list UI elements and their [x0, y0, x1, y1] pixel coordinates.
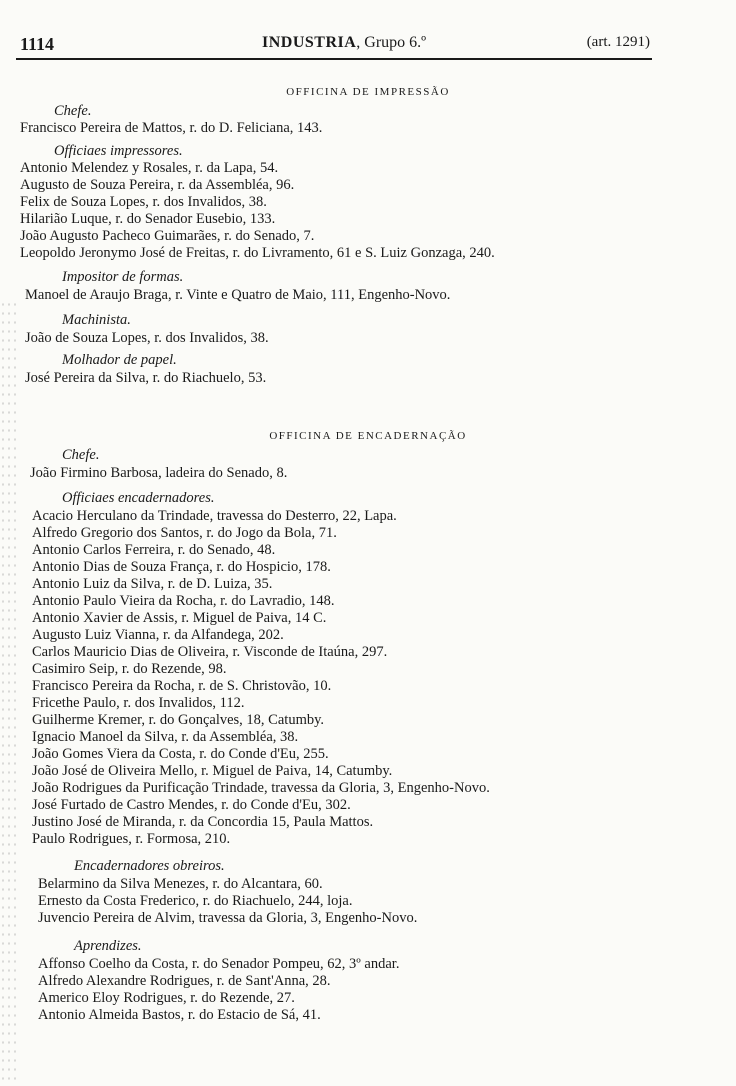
list-item: Antonio Paulo Vieira da Rocha, r. do Lavradio, 148.	[32, 593, 335, 609]
group-heading: Encadernadores obreiros.	[74, 858, 225, 874]
list-item: Francisco Pereira de Mattos, r. do D. Feliciana, 143.	[20, 120, 323, 136]
list-item: Antonio Carlos Ferreira, r. do Senado, 48.	[32, 542, 276, 558]
list-item: João de Souza Lopes, r. dos Invalidos, 38.	[25, 330, 269, 346]
group-heading: Machinista.	[62, 312, 131, 328]
list-item: Ernesto da Costa Frederico, r. do Riachuelo, 244, loja.	[38, 893, 353, 909]
list-item: Antonio Xavier de Assis, r. Miguel de Paiva, 14 C.	[32, 610, 327, 626]
list-item: Antonio Dias de Souza França, r. do Hospicio, 178.	[32, 559, 331, 575]
list-item: José Furtado de Castro Mendes, r. do Conde d'Eu, 302.	[32, 797, 351, 813]
group-heading: Chefe.	[62, 447, 100, 463]
group-heading: Molhador de papel.	[62, 352, 177, 368]
list-item: Belarmino da Silva Menezes, r. do Alcantara, 60.	[38, 876, 323, 892]
list-item: Paulo Rodrigues, r. Formosa, 210.	[32, 831, 231, 847]
list-item: Casimiro Seip, r. do Rezende, 98.	[32, 661, 227, 677]
page-header	[20, 34, 650, 56]
header-rule	[16, 58, 652, 60]
list-item: Manoel de Araujo Braga, r. Vinte e Quatro de Maio, 111, Engenho-Novo.	[25, 287, 451, 303]
list-item: João Gomes Viera da Costa, r. do Conde d'Eu, 255.	[32, 746, 329, 762]
list-item: Leopoldo Jeronymo José de Freitas, r. do Livramento, 61 e S. Luiz Gonzaga, 240.	[20, 245, 495, 261]
list-item: Ignacio Manoel da Silva, r. da Assembléa, 38.	[32, 729, 299, 745]
list-item: Justino José de Miranda, r. da Concordia 15, Paula Mattos.	[32, 814, 374, 830]
list-item: Guilherme Kremer, r. do Gonçalves, 18, Catumby.	[32, 712, 325, 728]
list-item: João Firmino Barbosa, ladeira do Senado, 8.	[30, 465, 288, 481]
list-item: João Rodrigues da Purificação Trindade, travessa da Gloria, 3, Engenho-Novo.	[32, 780, 490, 796]
group-heading: Aprendizes.	[74, 938, 142, 954]
list-item: José Pereira da Silva, r. do Riachuelo, 53.	[25, 370, 267, 386]
scan-speckle-margin	[0, 300, 18, 1080]
list-item: Carlos Mauricio Dias de Oliveira, r. Visconde de Itaúna, 297.	[32, 644, 388, 660]
article-reference: (art. 1291)	[586, 34, 650, 50]
list-item: Antonio Luiz da Silva, r. de D. Luiza, 35.	[32, 576, 273, 592]
list-item: Augusto de Souza Pereira, r. da Assembléa, 96.	[20, 177, 295, 193]
page-number: 1114	[20, 34, 55, 54]
list-item: Francisco Pereira da Rocha, r. de S. Christovão, 10.	[32, 678, 332, 694]
list-item: Juvencio Pereira de Alvim, travessa da Gloria, 3, Engenho-Novo.	[38, 910, 418, 926]
list-item: Americo Eloy Rodrigues, r. do Rezende, 27.	[38, 990, 295, 1006]
list-item: Alfredo Gregorio dos Santos, r. do Jogo da Bola, 71.	[32, 525, 337, 541]
list-item: Affonso Coelho da Costa, r. do Senador Pompeu, 62, 3º andar.	[38, 956, 400, 972]
group-heading: Officiaes impressores.	[54, 143, 183, 159]
list-item: João José de Oliveira Mello, r. Miguel de Paiva, 14, Catumby.	[32, 763, 393, 779]
list-item: Antonio Melendez y Rosales, r. da Lapa, 54.	[20, 160, 279, 176]
list-item: Augusto Luiz Vianna, r. da Alfandega, 202.	[32, 627, 284, 643]
section-title-impressao: OFFICINA DE IMPRESSÃO	[286, 86, 450, 98]
section-title-encadernacao: OFFICINA DE ENCADERNAÇÃO	[269, 430, 467, 442]
list-item: João Augusto Pacheco Guimarães, r. do Senado, 7.	[20, 228, 315, 244]
group-heading: Officiaes encadernadores.	[62, 490, 215, 506]
running-title	[262, 34, 426, 52]
group-heading: Impositor de formas.	[62, 269, 184, 285]
running-title-main: INDUSTRIA	[262, 34, 357, 51]
list-item: Hilarião Luque, r. do Senador Eusebio, 133.	[20, 211, 276, 227]
list-item: Fricethe Paulo, r. dos Invalidos, 112.	[32, 695, 245, 711]
list-item: Alfredo Alexandre Rodrigues, r. de Sant'Anna, 28.	[38, 973, 331, 989]
group-heading: Chefe.	[54, 103, 92, 119]
list-item: Antonio Almeida Bastos, r. do Estacio de Sá, 41.	[38, 1007, 321, 1023]
list-item: Felix de Souza Lopes, r. dos Invalidos, 38.	[20, 194, 267, 210]
list-item: Acacio Herculano da Trindade, travessa do Desterro, 22, Lapa.	[32, 508, 397, 524]
running-title-group: , Grupo 6.º	[356, 34, 427, 51]
